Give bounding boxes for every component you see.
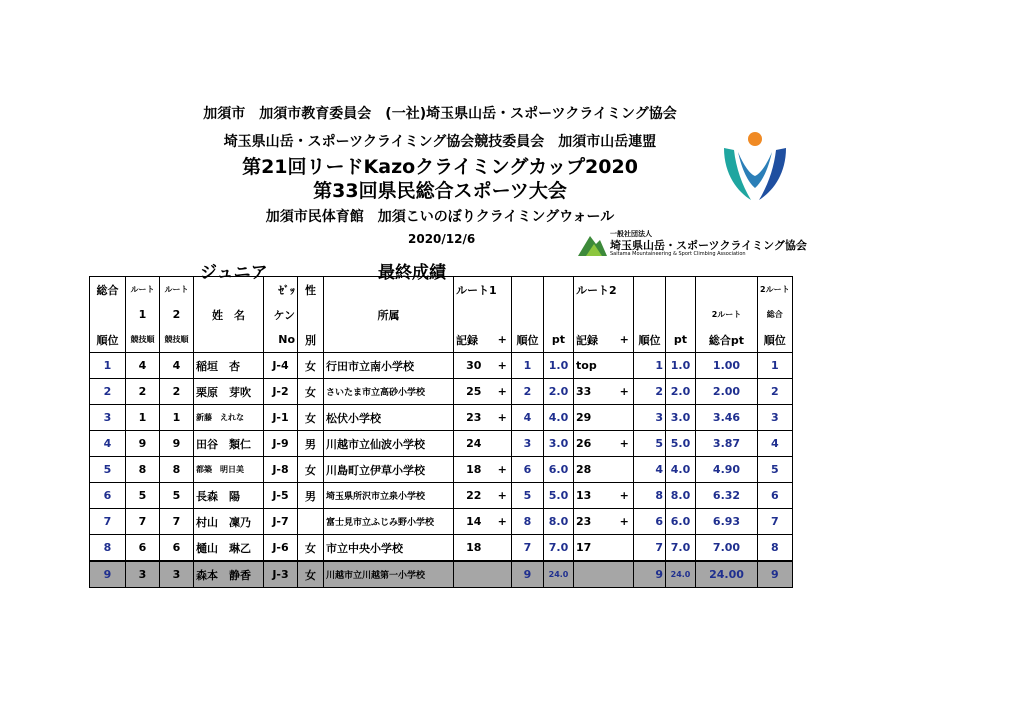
cell-name: 新藤 えれな xyxy=(194,405,264,431)
cell-r2-pt: 1.0 xyxy=(666,353,696,379)
cell-r2-pt: 6.0 xyxy=(666,509,696,535)
cell-r1-order: 9 xyxy=(126,431,160,457)
cell-r1-plus: + xyxy=(494,509,512,535)
cell-r1-pt: 5.0 xyxy=(544,483,574,509)
cell-r2-rank: 1 xyxy=(634,353,666,379)
cell-r1-rank: 6 xyxy=(512,457,544,483)
cell-r2-order: 5 xyxy=(160,483,194,509)
cell-r1-rank: 8 xyxy=(512,509,544,535)
cell-r2-order: 1 xyxy=(160,405,194,431)
cell-overall: 8 xyxy=(90,535,126,562)
cell-r1-rec: 14 xyxy=(454,509,494,535)
hdr-overall: 総合 xyxy=(90,277,126,303)
cell-total: 6.93 xyxy=(696,509,758,535)
cell-total: 1.00 xyxy=(696,353,758,379)
cell-r1-pt: 1.0 xyxy=(544,353,574,379)
mountain-icon xyxy=(576,230,608,258)
cell-r1-order: 8 xyxy=(126,457,160,483)
cell-r2-rank: 8 xyxy=(634,483,666,509)
cell-bib: J-4 xyxy=(264,353,298,379)
event-logo-icon xyxy=(718,130,792,204)
cell-total: 6.32 xyxy=(696,483,758,509)
table-row xyxy=(90,457,793,483)
cell-r2-order: 8 xyxy=(160,457,194,483)
hdr-r2-pt: pt xyxy=(666,327,696,353)
cell-r1-order: 4 xyxy=(126,353,160,379)
cell-total: 7.00 xyxy=(696,535,758,562)
cell-sex: 女 xyxy=(298,405,324,431)
hdr-final-1: 2ルート xyxy=(758,277,793,303)
cell-overall: 6 xyxy=(90,483,126,509)
hdr-route1: ルート1 xyxy=(454,277,512,303)
cell-final: 7 xyxy=(758,509,793,535)
cell-r1-rec: 22 xyxy=(454,483,494,509)
hdr-r1-record: 記録 xyxy=(454,327,494,353)
cell-r2-rec: 26 xyxy=(574,431,616,457)
cell-r1-plus: + xyxy=(494,457,512,483)
organizers-line-2: 埼玉県山岳・スポーツクライミング協会競技委員会 加須市山岳連盟 xyxy=(223,134,657,150)
cell-r1-pt: 2.0 xyxy=(544,379,574,405)
cell-r2-rec: 17 xyxy=(574,535,616,562)
category-label: ジュニア xyxy=(200,263,268,283)
cell-r2-rec: 33 xyxy=(574,379,616,405)
cell-r2-plus: + xyxy=(616,431,634,457)
cell-r1-rec: 30 xyxy=(454,353,494,379)
cell-total: 24.00 xyxy=(696,561,758,588)
cell-name: 森本 静香 xyxy=(194,561,264,588)
association-type: 一般社団法人 xyxy=(610,230,652,238)
cell-r2-rank: 6 xyxy=(634,509,666,535)
cell-r2-rec: 13 xyxy=(574,483,616,509)
cell-r2-plus: + xyxy=(616,379,634,405)
cell-r1-plus: + xyxy=(494,483,512,509)
cell-total: 4.90 xyxy=(696,457,758,483)
event-title-1: 第21回リードKazoクライミングカップ2020 xyxy=(242,156,638,178)
cell-r1-pt: 24.0 xyxy=(544,561,574,588)
table-row xyxy=(90,535,793,562)
cell-sex: 女 xyxy=(298,535,324,562)
event-date: 2020/12/6 xyxy=(408,232,476,246)
venue: 加須市民体育館 加須こいのぼりクライミングウォール xyxy=(265,209,615,225)
hdr-r2-rank: 順位 xyxy=(634,327,666,353)
cell-r2-pt: 24.0 xyxy=(666,561,696,588)
cell-r2-pt: 4.0 xyxy=(666,457,696,483)
cell-r2-order: 2 xyxy=(160,379,194,405)
hdr-route1-order: ルート xyxy=(126,277,160,303)
cell-bib: J-1 xyxy=(264,405,298,431)
cell-final: 2 xyxy=(758,379,793,405)
cell-r2-pt: 3.0 xyxy=(666,405,696,431)
cell-r2-rec xyxy=(574,561,616,588)
cell-name: 田谷 類仁 xyxy=(194,431,264,457)
cell-sex: 男 xyxy=(298,483,324,509)
cell-overall: 9 xyxy=(90,561,126,588)
cell-r1-rank: 1 xyxy=(512,353,544,379)
cell-affil: 川越市立仙波小学校 xyxy=(324,431,454,457)
cell-sex: 女 xyxy=(298,457,324,483)
hdr-affiliation: 所属 xyxy=(324,302,454,327)
result-title: 最終成績 xyxy=(378,263,446,283)
cell-r1-rank: 2 xyxy=(512,379,544,405)
organizers-line-1: 加須市 加須市教育委員会 (一社)埼玉県山岳・スポーツクライミング協会 xyxy=(203,106,677,122)
hdr-name: 姓 名 xyxy=(194,302,264,327)
cell-r2-pt: 7.0 xyxy=(666,535,696,562)
cell-final: 8 xyxy=(758,535,793,562)
cell-r1-rec: 24 xyxy=(454,431,494,457)
hdr-total-pt: 総合pt xyxy=(696,327,758,353)
cell-r1-order: 2 xyxy=(126,379,160,405)
cell-r1-rank: 5 xyxy=(512,483,544,509)
hdr-route2: ルート2 xyxy=(574,277,634,303)
cell-r1-rec: 23 xyxy=(454,405,494,431)
cell-r1-rec: 25 xyxy=(454,379,494,405)
cell-r1-plus: + xyxy=(494,379,512,405)
cell-sex: 女 xyxy=(298,561,324,588)
cell-total: 3.46 xyxy=(696,405,758,431)
association-logo xyxy=(576,228,807,260)
cell-overall: 5 xyxy=(90,457,126,483)
cell-final: 9 xyxy=(758,561,793,588)
cell-r2-pt: 2.0 xyxy=(666,379,696,405)
cell-r2-order: 6 xyxy=(160,535,194,562)
header-row-1 xyxy=(90,277,793,303)
cell-overall: 3 xyxy=(90,405,126,431)
cell-r2-plus xyxy=(616,353,634,379)
cell-r2-order: 4 xyxy=(160,353,194,379)
cell-r1-order: 3 xyxy=(126,561,160,588)
cell-r1-rec: 18 xyxy=(454,457,494,483)
cell-total: 3.87 xyxy=(696,431,758,457)
cell-sex: 女 xyxy=(298,379,324,405)
cell-sex xyxy=(298,509,324,535)
cell-r1-pt: 4.0 xyxy=(544,405,574,431)
table-row xyxy=(90,353,793,379)
cell-name: 都築 明日美 xyxy=(194,457,264,483)
cell-r2-order: 9 xyxy=(160,431,194,457)
cell-r1-plus xyxy=(494,535,512,562)
cell-sex: 女 xyxy=(298,353,324,379)
cell-r2-rank: 4 xyxy=(634,457,666,483)
cell-final: 5 xyxy=(758,457,793,483)
cell-r2-order: 3 xyxy=(160,561,194,588)
cell-r1-rank: 9 xyxy=(512,561,544,588)
cell-r2-rank: 7 xyxy=(634,535,666,562)
cell-r2-plus: + xyxy=(616,509,634,535)
cell-name: 樋山 琳乙 xyxy=(194,535,264,562)
cell-name: 長森 陽 xyxy=(194,483,264,509)
header-row-2: 1 2 姓 名 ケン 所属 2ルート 総合 xyxy=(90,302,793,327)
cell-bib: J-6 xyxy=(264,535,298,562)
cell-r1-pt: 8.0 xyxy=(544,509,574,535)
header-row-3: 順位 競技順 競技順 No 別 記録 + 順位 pt 記録 + 順位 pt 総合pt 順位 xyxy=(90,327,793,353)
cell-name: 稲垣 杏 xyxy=(194,353,264,379)
cell-r1-rec xyxy=(454,561,494,588)
cell-final: 4 xyxy=(758,431,793,457)
event-title-2: 第33回県民総合スポーツ大会 xyxy=(313,180,567,202)
cell-overall: 7 xyxy=(90,509,126,535)
cell-r2-rank: 2 xyxy=(634,379,666,405)
association-name: 埼玉県山岳・スポーツクライミング協会 xyxy=(610,239,807,252)
hdr-sex: 性 xyxy=(298,277,324,303)
cell-r2-rec: 29 xyxy=(574,405,616,431)
cell-r1-pt: 6.0 xyxy=(544,457,574,483)
cell-bib: J-2 xyxy=(264,379,298,405)
cell-r2-rec: 23 xyxy=(574,509,616,535)
table-row xyxy=(90,379,793,405)
results-table xyxy=(89,276,793,588)
cell-bib: J-3 xyxy=(264,561,298,588)
cell-r1-rank: 4 xyxy=(512,405,544,431)
cell-affil: 行田市立南小学校 xyxy=(324,353,454,379)
cell-r2-plus xyxy=(616,457,634,483)
cell-sex: 男 xyxy=(298,431,324,457)
cell-total: 2.00 xyxy=(696,379,758,405)
cell-bib: J-8 xyxy=(264,457,298,483)
cell-r1-rank: 7 xyxy=(512,535,544,562)
cell-r2-plus xyxy=(616,405,634,431)
cell-affil: 市立中央小学校 xyxy=(324,535,454,562)
table-row xyxy=(90,561,793,588)
cell-r2-plus: + xyxy=(616,483,634,509)
hdr-r1-rank: 順位 xyxy=(512,327,544,353)
cell-bib: J-7 xyxy=(264,509,298,535)
hdr-r1-pt: pt xyxy=(544,327,574,353)
cell-final: 3 xyxy=(758,405,793,431)
table-row xyxy=(90,431,793,457)
cell-final: 6 xyxy=(758,483,793,509)
cell-r1-order: 5 xyxy=(126,483,160,509)
cell-r2-plus xyxy=(616,561,634,588)
cell-r1-pt: 3.0 xyxy=(544,431,574,457)
cell-r2-pt: 8.0 xyxy=(666,483,696,509)
hdr-final-rank: 順位 xyxy=(758,327,793,353)
cell-overall: 1 xyxy=(90,353,126,379)
table-row xyxy=(90,405,793,431)
cell-r1-plus xyxy=(494,431,512,457)
cell-final: 1 xyxy=(758,353,793,379)
cell-name: 栗原 芽吹 xyxy=(194,379,264,405)
cell-affil: 川島町立伊草小学校 xyxy=(324,457,454,483)
cell-overall: 2 xyxy=(90,379,126,405)
cell-r2-rec: top xyxy=(574,353,616,379)
cell-bib: J-9 xyxy=(264,431,298,457)
cell-r2-pt: 5.0 xyxy=(666,431,696,457)
association-english-name: Saitama Mountaineering & Sport Climbing Association xyxy=(610,251,746,257)
cell-r1-plus: + xyxy=(494,353,512,379)
table-row xyxy=(90,483,793,509)
cell-r1-plus: + xyxy=(494,405,512,431)
cell-r1-plus xyxy=(494,561,512,588)
cell-affil: 松伏小学校 xyxy=(324,405,454,431)
table-row xyxy=(90,509,793,535)
cell-r2-rec: 28 xyxy=(574,457,616,483)
cell-r1-order: 1 xyxy=(126,405,160,431)
cell-name: 村山 凜乃 xyxy=(194,509,264,535)
hdr-bib: ｾﾞｯ xyxy=(264,277,298,303)
cell-r2-rank: 5 xyxy=(634,431,666,457)
cell-affil: 川越市立川越第一小学校 xyxy=(324,561,454,588)
cell-r1-order: 7 xyxy=(126,509,160,535)
cell-r1-rank: 3 xyxy=(512,431,544,457)
cell-r2-rank: 9 xyxy=(634,561,666,588)
cell-overall: 4 xyxy=(90,431,126,457)
hdr-route2-order: ルート xyxy=(160,277,194,303)
cell-r2-order: 7 xyxy=(160,509,194,535)
cell-r1-order: 6 xyxy=(126,535,160,562)
cell-affil: 富士見市立ふじみ野小学校 xyxy=(324,509,454,535)
cell-r1-rec: 18 xyxy=(454,535,494,562)
hdr-r2-record: 記録 xyxy=(574,327,616,353)
cell-r2-plus xyxy=(616,535,634,562)
cell-r1-pt: 7.0 xyxy=(544,535,574,562)
cell-r2-rank: 3 xyxy=(634,405,666,431)
hdr-total-1: 2ルート xyxy=(696,302,758,327)
cell-affil: 埼玉県所沢市立泉小学校 xyxy=(324,483,454,509)
cell-affil: さいたま市立高砂小学校 xyxy=(324,379,454,405)
cell-bib: J-5 xyxy=(264,483,298,509)
